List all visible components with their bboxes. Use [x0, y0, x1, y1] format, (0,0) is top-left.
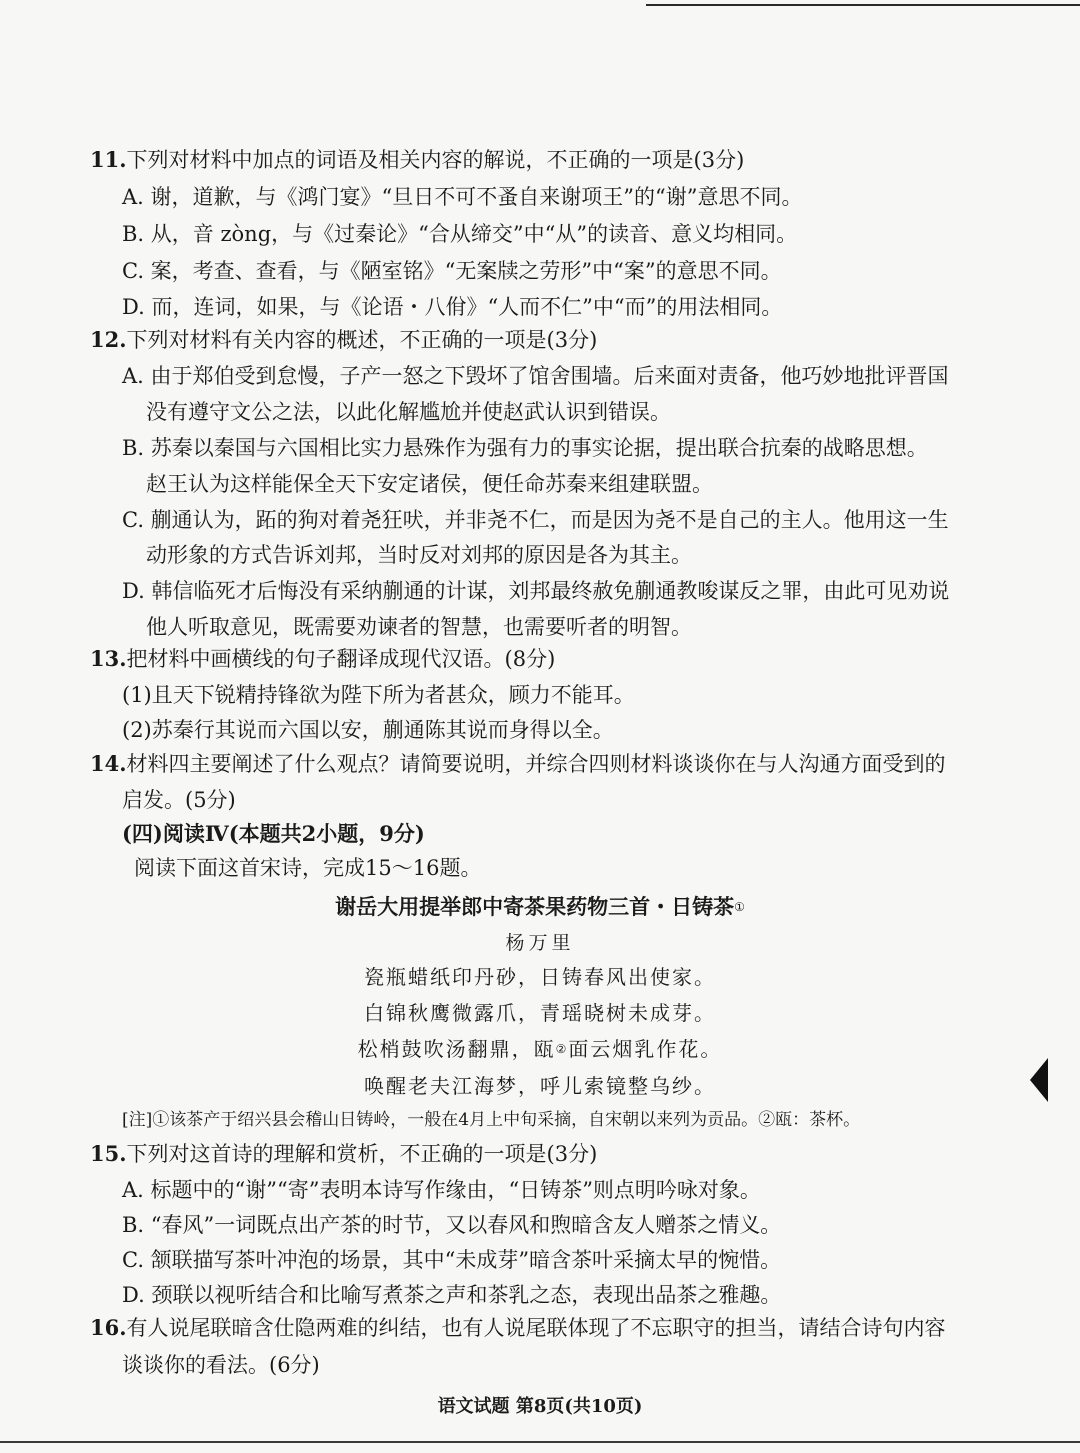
option-11-c: C. 案，考查、查看，与《陋室铭》“无案牍之劳形”中“案”的意思不同。: [122, 259, 782, 283]
poem-line-4: 唤醒老夫江海梦，呼儿索镜整乌纱。: [364, 1074, 716, 1098]
page-footer: 语文试题 第8页(共10页): [437, 1396, 643, 1417]
footnote-marker: ①: [734, 900, 745, 914]
question-stem: 把材料中画横线的句子翻译成现代汉语。(8分): [126, 647, 556, 671]
top-rule: [646, 4, 1080, 6]
question-number: 11.: [90, 147, 127, 172]
poem-footnote: [注]①该茶产于绍兴县会稽山日铸岭，一般在4月上中旬采摘，自宋朝以来列为贡品。②瓯：茶杯。: [122, 1110, 861, 1130]
poem-line-2: 白锦秋鹰微露爪，青瑶晓树未成芽。: [364, 1001, 716, 1025]
question-stem: 下列对材料中加点的词语及相关内容的解说，不正确的一项是(3分): [126, 148, 745, 172]
question-16: [90, 1314, 946, 1342]
question-stem: 材料四主要阐述了什么观点？请简要说明，并综合四则材料谈谈你在与人沟通方面受到的: [126, 752, 946, 776]
poem-line-3-part-a: 松梢鼓吹汤翻鼎，瓯: [357, 1037, 556, 1061]
option-12-d: D. 韩信临死才后悔没有采纳蒯通的计谋，刘邦最终赦免蒯通教唆谋反之罪，由此可见劝说: [122, 579, 950, 603]
translation-item-1: (1)且天下锐精持锋欲为陛下所为者甚众，顾力不能耳。: [122, 683, 635, 707]
poem-line-1: 瓷瓶蜡纸印丹砂，日铸春风出使家。: [364, 965, 716, 989]
option-12-b-cont: 赵王认为这样能保全天下安定诸侯，便任命苏秦来组建联盟。: [146, 472, 713, 496]
option-12-b: B. 苏秦以秦国与六国相比实力悬殊作为强有力的事实论据，提出联合抗秦的战略思想。: [122, 436, 928, 460]
question-number: 13.: [90, 646, 127, 671]
question-stem: 有人说尾联暗含仕隐两难的纠结，也有人说尾联体现了不忘职守的担当，请结合诗句内容: [126, 1316, 946, 1340]
poem-author: 杨万里: [505, 932, 575, 954]
option-15-c: C. 颔联描写茶叶冲泡的场景，其中“未成芽”暗含茶叶采摘太早的惋惜。: [122, 1248, 782, 1272]
option-12-c-cont: 动形象的方式告诉刘邦，当时反对刘邦的原因是各为其主。: [146, 543, 692, 567]
footnote-marker: ②: [555, 1042, 569, 1056]
bottom-rule: [0, 1441, 1080, 1443]
question-15: [90, 1140, 597, 1168]
option-15-a: A. 标题中的“谢”“寄”表明本诗写作缘由，“日铸茶”则点明吟咏对象。: [122, 1178, 761, 1202]
poem-line-3: [0, 1035, 1080, 1063]
option-12-c: C. 蒯通认为，跖的狗对着尧狂吠，并非尧不仁，而是因为尧不是自己的主人。他用这一生: [122, 508, 949, 532]
page-edge-arrow-icon: [1030, 1058, 1048, 1102]
question-number: 16.: [90, 1315, 127, 1340]
option-12-a: A. 由于郑伯受到怠慢，子产一怒之下毁坏了馆舍围墙。后来面对责备，他巧妙地批评晋国: [122, 364, 949, 388]
question-stem: 下列对这首诗的理解和赏析，不正确的一项是(3分): [126, 1142, 598, 1166]
question-16-cont: 谈谈你的看法。(6分): [122, 1353, 320, 1377]
option-12-d-cont: 他人听取意见，既需要劝谏者的智慧，也需要听者的明智。: [146, 615, 692, 639]
poem-line-3-part-b: 面云烟乳作花。: [568, 1037, 723, 1061]
poem-title-text: 谢岳大用提举郎中寄茶果药物三首・日铸茶: [335, 894, 735, 919]
option-12-a-cont: 没有遵守文公之法，以此化解尴尬并使赵武认识到错误。: [146, 400, 671, 424]
question-stem: 下列对材料有关内容的概述，不正确的一项是(3分): [126, 328, 598, 352]
question-11: [90, 146, 744, 174]
question-number: 15.: [90, 1141, 127, 1166]
option-15-d: D. 颈联以视听结合和比喻写煮茶之声和茶乳之态，表现出品茶之雅趣。: [122, 1283, 782, 1307]
option-11-a: A. 谢，道歉，与《鸿门宴》“旦日不可不蚤自来谢项王”的“谢”意思不同。: [122, 185, 803, 209]
translation-item-2: (2)苏秦行其说而六国以安，蒯通陈其说而身得以全。: [122, 718, 614, 742]
poem-title: [0, 893, 1080, 921]
question-number: 12.: [90, 327, 127, 352]
option-11-b: B. 从，音 zòng，与《过秦论》“合从缔交”中“从”的读音、意义均相同。: [122, 222, 798, 246]
option-15-b: B. “春风”一词既点出产茶的时节，又以春风和煦暗含友人赠茶之情义。: [122, 1213, 782, 1237]
section-heading: (四)阅读Ⅳ(本题共2小题，9分): [122, 821, 425, 846]
option-11-d: D. 而，连词，如果，与《论语・八佾》“人而不仁”中“而”的用法相同。: [122, 295, 783, 319]
question-14-cont: 启发。(5分): [122, 788, 236, 812]
question-14: [90, 750, 946, 778]
section-instruction: 阅读下面这首宋诗，完成15～16题。: [134, 856, 482, 880]
question-number: 14.: [90, 751, 127, 776]
question-12: [90, 326, 597, 354]
question-13: [90, 645, 555, 673]
